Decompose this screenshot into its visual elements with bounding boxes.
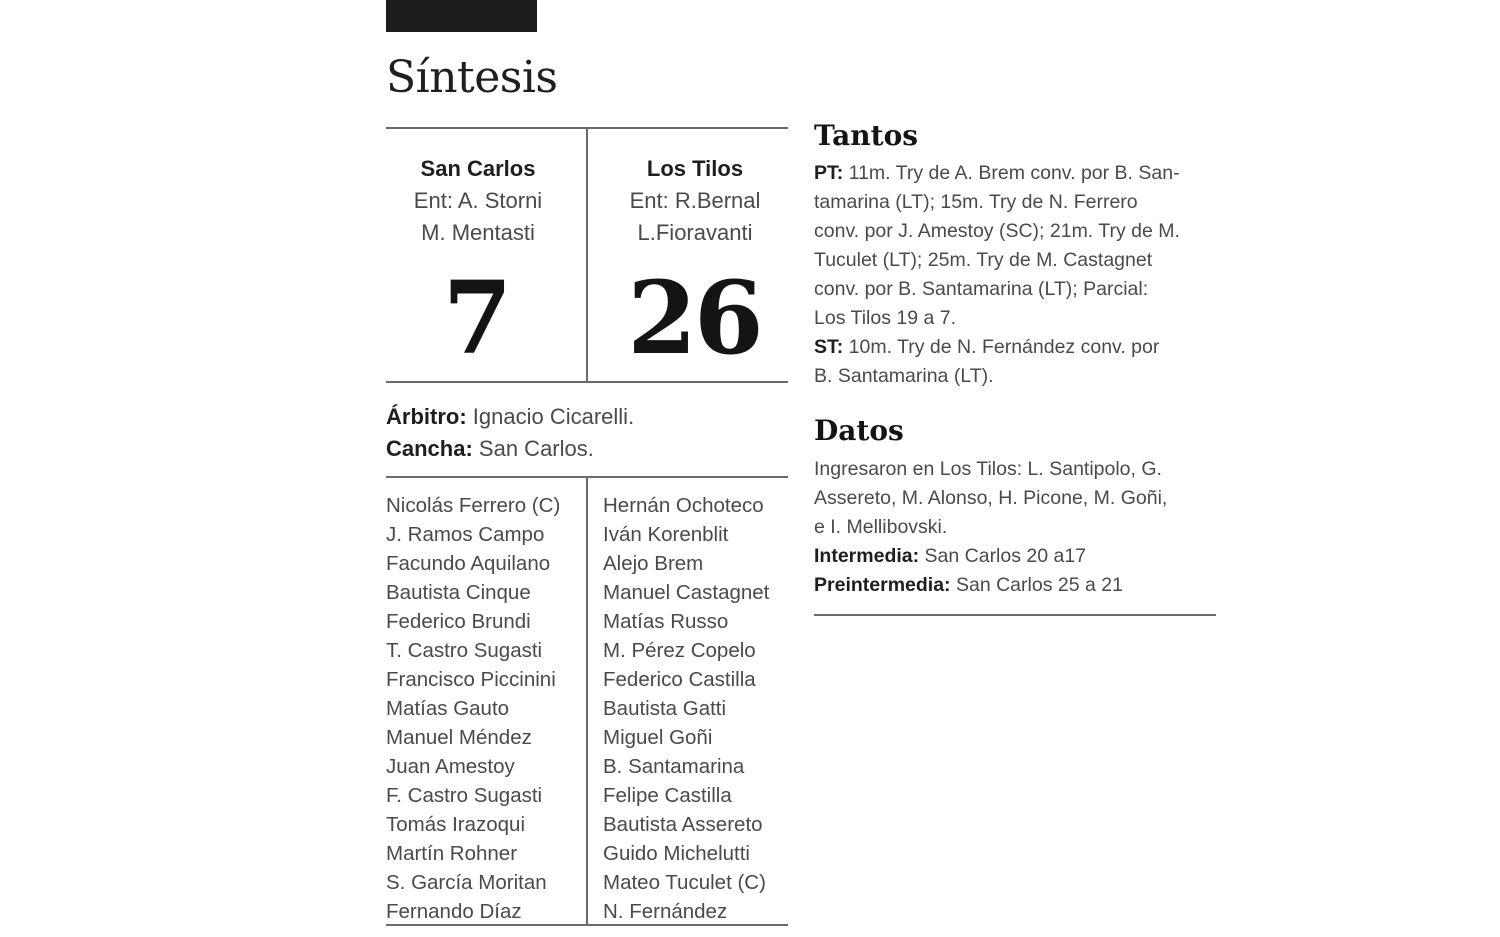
player-name: Matías Gauto — [386, 697, 510, 720]
tantos-line: 11m. Try de A. Brem conv. por B. San- — [843, 162, 1180, 184]
referee-label: Árbitro: — [386, 404, 467, 429]
team-los-tilos — [595, 153, 795, 249]
datos-line: Assereto, M. Alonso, H. Picone, M. Goñi, — [814, 487, 1168, 509]
intermedia-label: Intermedia: — [814, 545, 920, 567]
player-name: T. Castro Sugasti — [386, 639, 543, 662]
player-name: B. Santamarina — [603, 755, 745, 778]
roster-los-tilos — [603, 491, 769, 926]
player-name: Matías Russo — [603, 610, 729, 633]
team-coach: M. Mentasti — [421, 220, 535, 245]
tantos-line: B. Santamarina (LT). — [814, 365, 994, 387]
team-coach: Ent: A. Storni — [413, 188, 543, 213]
player-name: Felipe Castilla — [603, 784, 732, 807]
team-coach: Ent: R.Bernal — [629, 188, 761, 213]
player-name: Facundo Aquilano — [386, 552, 551, 575]
tantos-line: Tuculet (LT); 25m. Try de M. Castagnet — [814, 249, 1153, 271]
intermedia-result: San Carlos 20 a17 — [919, 545, 1087, 567]
player-name: Bautista Cinque — [386, 581, 531, 604]
divider-datos-bottom — [814, 614, 1216, 616]
tantos-line: tamarina (LT); 15m. Try de N. Ferrero — [814, 191, 1138, 213]
tantos-body — [814, 159, 1224, 391]
player-name: Alejo Brem — [603, 552, 704, 575]
player-name: Manuel Castagnet — [603, 581, 770, 604]
roster-san-carlos — [386, 491, 560, 926]
pt-label: PT: — [814, 162, 844, 184]
preintermedia-result: San Carlos 25 a 21 — [950, 574, 1123, 596]
st-label: ST: — [814, 336, 844, 358]
player-name: Guido Michelutti — [603, 842, 750, 865]
referee-line — [386, 401, 634, 433]
player-name: Francisco Piccinini — [386, 668, 556, 691]
team-name: Los Tilos — [646, 156, 744, 181]
score-los-tilos: 26 — [627, 259, 761, 377]
score-san-carlos: 7 — [442, 259, 510, 377]
team-coach: L.Fioravanti — [637, 220, 753, 245]
referee-name: Ignacio Cicarelli. — [472, 404, 635, 429]
divider-rosters — [586, 476, 588, 924]
player-name: Iván Korenblit — [603, 523, 729, 546]
tantos-line: conv. por B. Santamarina (LT); Parcial: — [814, 278, 1149, 300]
divider-score-bottom — [386, 381, 788, 383]
player-name: M. Pérez Copelo — [603, 639, 756, 662]
player-name: Nicolás Ferrero (C) — [386, 494, 561, 517]
preintermedia-label: Preintermedia: — [814, 574, 951, 596]
player-name: F. Castro Sugasti — [386, 784, 543, 807]
page-title: Síntesis — [386, 52, 558, 103]
section-tag-bar — [386, 0, 537, 32]
player-name: N. Fernández — [603, 900, 728, 923]
player-name: Federico Brundi — [386, 610, 531, 633]
player-name: Fernando Díaz — [386, 900, 522, 923]
player-name: Manuel Méndez — [386, 726, 532, 749]
datos-body — [814, 455, 1224, 600]
tantos-line: 10m. Try de N. Fernández conv. por — [843, 336, 1160, 358]
player-name: Bautista Gatti — [603, 697, 727, 720]
player-name: Miguel Goñi — [603, 726, 713, 749]
player-name: Bautista Assereto — [603, 813, 763, 836]
field-line — [386, 433, 594, 465]
datos-line: Ingresaron en Los Tilos: L. Santipolo, G. — [814, 458, 1162, 480]
player-name: Martín Rohner — [386, 842, 518, 865]
player-name: Mateo Tuculet (C) — [603, 871, 766, 894]
player-name: Juan Amestoy — [386, 755, 515, 778]
player-name: J. Ramos Campo — [386, 523, 545, 546]
datos-line: e I. Mellibovski. — [814, 516, 948, 538]
player-name: S. García Moritan — [386, 871, 547, 894]
field-label: Cancha: — [386, 436, 473, 461]
team-name: San Carlos — [420, 156, 536, 181]
tantos-title: Tantos — [814, 119, 919, 152]
tantos-line: conv. por J. Amestoy (SC); 21m. Try de M. — [814, 220, 1180, 242]
player-name: Hernán Ochoteco — [603, 494, 764, 517]
tantos-line: Los Tilos 19 a 7. — [814, 307, 957, 329]
team-san-carlos — [378, 153, 578, 249]
datos-title: Datos — [814, 414, 904, 447]
player-name: Federico Castilla — [603, 668, 756, 691]
divider-teams — [586, 127, 588, 382]
field-name: San Carlos. — [478, 436, 594, 461]
player-name: Tomás Irazoqui — [386, 813, 526, 836]
